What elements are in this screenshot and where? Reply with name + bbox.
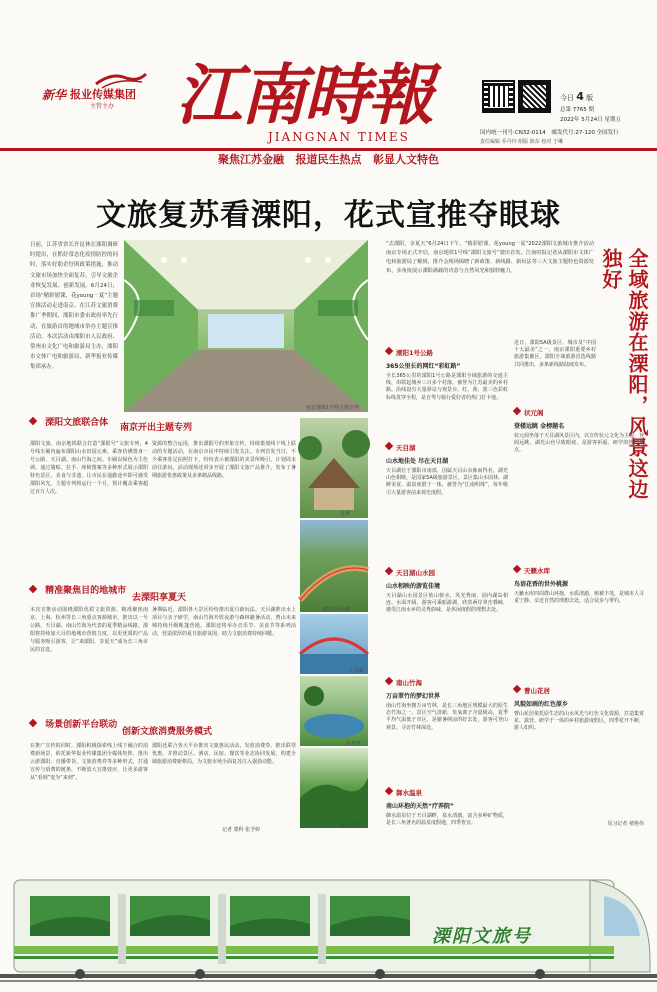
- far-intro: 近日，溧阳5A级景区、城市及“中国十大最美”之一，南京溧阳重要乡村旅游集聚区，溧阳全域旅游首选线路共同推出，多条新线路陆续发布。: [514, 340, 596, 368]
- item-1-body: 全长365公里的溧阳1号公路是溧阳全域旅游的交通主线，串联起城乡三百多个村落，被誉为江苏最美的乡村路。沿线设有大量驿站与观景台，红、黄、蓝三色彩虹标线贯穿全程，是自驾与骑行爱好者的热门打卡地。: [386, 373, 508, 401]
- right-intro: “去溧阳，享夏天”6月24日下午，“精彩慰课，花young一夏”2022溧阳文旅城市推介活动南京专场正式开启，南京地铁1号线“溧阳文旅号”驶出首发。江南时报记者从溧阳市文体广电和旅游局了解到，推介会现场揭晓了新政策、新线路、新玩法等三大文旅主题特色资源发布，多角度展示溧阳满载的诗意与自然风光和独特魅力。: [386, 241, 594, 274]
- item-3-body: 天目湖山水园景区依山傍水，风光秀丽，园内湖岛相连、水面开阔，游客可乘船游湖，欣赏两岸翠峦叠嶂，感受江南水乡的灵秀韵味，是休闲度假的理想去处。: [386, 593, 508, 614]
- sec1-body-b: 资源的整合运用，推出溧阳号的形象宣传，持续策划线下线上联动的专题活动，在南京市民中持续引发关注。专列首发当日，不少乘客驻足拍照打卡，纷纷表示被溧阳的美景所吸引，计划周末前往游玩。活动现场还同步开展了溧阳文旅产品推介，发布了暑期旅游优惠政策及多条精品线路。: [152, 441, 296, 479]
- far-item-1: [514, 400, 644, 558]
- diamond-icon: [385, 786, 393, 794]
- diamond-icon: [513, 406, 521, 414]
- publishing-line: [480, 128, 655, 145]
- slogan-bar: 聚焦江苏金融 报道民生热点 彰显人文特色: [218, 153, 439, 166]
- sec3-body-b: 溧阳还联合各大平台推出文旅惠民活动，发放消费券、推出联票优惠，并推动景区、酒店、民宿、餐饮等业态协同发展，构建全域旅游消费新格局，为文旅市场全面复苏注入强劲动能。: [152, 743, 296, 765]
- lead-box: [30, 240, 118, 371]
- far-item-2-title: 天籁水库: [524, 567, 550, 575]
- today-label: 今日: [560, 94, 574, 102]
- far-item-2-sub: 鸟语花香的世外桃源: [514, 581, 569, 588]
- headline: 文旅复苏看溧阳，花式宣推夺眼球: [96, 198, 561, 233]
- photo-road: [300, 520, 368, 612]
- sec2-title2: 去溧阳享夏天: [132, 593, 187, 603]
- sec2-body-b: 暑期临近，溧阳各大景区纷纷推出夏日新玩法。天目湖推出水上项目与亲子研学，南山竹海开放夜游与森林避暑活动，曹山未来城持续升级帐篷营地。溧阳还将举办音乐节、美食节等系列活动，营造浓厚的夏日旅游氛围，助力文旅消费持续回暖。: [152, 607, 296, 637]
- far-item-1-body: 状元阁坐落于天目湖风景区内，以宣传状元文化为主题，登阁远眺，湖光山色尽收眼底，是游客祈福、研学的热门景点。: [514, 433, 645, 454]
- photo-lake: [300, 676, 368, 746]
- sec2-body-a: 本次宣推活动围绕溧阳优质文旅资源，精准聚焦南京、上海、杭州等长三角重点客源城市，推出以一号公路、天目湖、南山竹海为代表的夏季精品线路。溧阳将持续加大目的地城市营销力度，以更优质的产品与服务吸引游客，让“来溧阳、享夏天”成为长三角市民的首选。: [30, 607, 148, 653]
- train-illustration: [0, 850, 657, 988]
- diamond-icon: [385, 676, 393, 684]
- group-sub: 主管主办: [90, 103, 115, 110]
- item-5-title: 御水温泉: [396, 789, 422, 797]
- item-2: [386, 435, 508, 560]
- item-2-title: 天目湖: [396, 444, 416, 452]
- page-unit: 版: [586, 94, 594, 102]
- item-3-title: 天目湖山水园: [396, 569, 435, 577]
- vertical-title: 全域旅游在溧阳，风景这边独好: [599, 248, 649, 500]
- photo-bridge: [300, 614, 368, 674]
- right-credit: 见习记者 褚艳伟: [607, 821, 644, 827]
- caption-lake: 水世界: [346, 741, 362, 747]
- item-1-sub: 365公里长的网红“彩虹路”: [386, 363, 461, 370]
- diamond-icon: [513, 564, 521, 572]
- right-items: [386, 340, 508, 840]
- diamond-icon: [29, 718, 37, 726]
- item-4-body: 南山竹海坐拥万亩竹林，是长三角地区规模最大的原生态竹海之一。景区空气清新，负氧离子含量极高，夏季平均气温低于市区，是避暑纳凉的好去处，游客可登山观景、寻访竹林深处。: [386, 703, 508, 731]
- qr-code-icon: [482, 80, 515, 113]
- far-items: [514, 400, 644, 840]
- group-logo: [42, 76, 152, 110]
- masthead-rule: [0, 148, 657, 151]
- sec1-title2: 南京开出主题专列: [120, 423, 193, 433]
- sec1-title-text: 溧阳文旅联合体: [45, 418, 109, 428]
- sec3-title2: 创新文旅消费服务模式: [122, 727, 213, 737]
- diamond-icon: [29, 584, 37, 592]
- far-item-3: [514, 678, 644, 828]
- postal-code: 邮发代号:27-120 全国发行: [551, 130, 619, 136]
- photo-forest-house: [300, 418, 368, 518]
- diamond-icon: [385, 566, 393, 574]
- sec3-title-text: 场景创新平台联动: [45, 720, 118, 730]
- item-4: [386, 670, 508, 780]
- far-item-1-sub: 登楼远眺 金榜题名: [514, 423, 565, 430]
- item-2-body: 天目湖位于溧阳市南部，因属天目山余脉而得名，湖光山色相映，是国家5A级旅游景区。景区集山水园林、湖鲜美食、温泉度假于一体，被誉为“江南明珠”，每年吸引大量游客前来观光度假。: [386, 468, 508, 496]
- far-item-2-body: 天籁水库四周群山环抱，水质清澈，植被丰茂，是城市人寻觅宁静、亲近自然的理想去处，适合徒步与垂钓。: [514, 591, 645, 605]
- caption-forest-house: 竹林: [340, 511, 351, 517]
- item-1-title: 溧阳1号公路: [396, 349, 434, 357]
- issue-date: 2022年 5月24日 星期五: [560, 117, 621, 123]
- editor-line: 责任编辑 乔丹玲 组版 陈东 校对 于琳: [480, 139, 563, 145]
- lead-text: 日前，江苏省省长许昆林在溧阳调研时提出，在抓好常态化疫情防控的同时，落实好助企纾困政策措施，推动文旅市场加快全面复苏，引导文旅企业恢复发展、创新发展。6月24日，首场“精彩慰课，花young一夏”主题宣推活动走进南京。在江苏文旅消费推广季期间，溧阳市委市政府率先行动，在旅游首的地域市举办主题宣推活动。本次活动由溧阳市人民政府、常州市文化广电和旅游局主办，溧阳市文体广电和旅游局、新华报业传媒集团承办。: [30, 242, 118, 371]
- newspaper-title-en: JIANGNAN TIMES: [268, 130, 410, 144]
- item-1: [386, 340, 508, 435]
- issue-info: [560, 90, 655, 123]
- photo-train-car: [124, 240, 368, 412]
- item-4-title: 南山竹海: [396, 679, 422, 687]
- sec2-title-text: 精准聚焦目的地城市: [45, 586, 127, 596]
- page-count: 4: [576, 90, 584, 103]
- qr-code-icon: [518, 80, 551, 113]
- item-5-sub: 南山环抱的天然“疗养院”: [386, 803, 454, 810]
- group-brand: 新华: [42, 88, 67, 102]
- newspaper-title: 江南時報: [176, 56, 432, 134]
- issue-number: 总第 7765 期: [560, 107, 594, 113]
- photo-bamboo: [300, 748, 368, 828]
- cn-number: 国内统一刊号:CN32-0114: [480, 130, 546, 136]
- far-item-3-body: 曹山花居依托原生态的山水风光与红色文化资源，打造集赏花、露营、研学于一体的乡村旅游度假区，四季花开不断，游人如织。: [514, 711, 645, 732]
- caption-train-car: 南京地铁1号线主题专列: [306, 405, 360, 411]
- diamond-icon: [29, 416, 37, 424]
- reporter-credit: 记者 蒙科 张予婷: [222, 827, 261, 833]
- caption-bridge: 天目湖: [348, 668, 364, 674]
- far-item-2: [514, 558, 644, 678]
- caption-bamboo: 南山竹海: [340, 823, 361, 829]
- item-5-body: 御水温泉位于天目湖畔，泉水清澈，富含多种矿物质，是长三角著名的温泉度假地，四季皆宜。: [386, 813, 508, 827]
- banner-text: 溧阳文旅号: [432, 926, 532, 947]
- sec1-body-a: 溧阳文旅、南京地铁联合打造“溧阳号”文旅专列，4号线车厢内遍布溧阳山水田园元素，乘客仿佛置身一号公路、天目湖、南山竹海之间。车厢以绿色为主色调，通过墙贴、拉手、座椅图案等多种形式展示溧阳特色景区、美食与非遗，让市民在通勤途中即可感受溧阳风光。主题专列将运行一个月，预计覆盖乘客超过百万人次。: [30, 441, 148, 495]
- item-4-sub: 万亩翠竹的梦幻世界: [386, 693, 441, 700]
- diamond-icon: [385, 346, 393, 354]
- caption-road: 溧阳1号公路: [322, 607, 351, 613]
- train-banner: [0, 850, 657, 988]
- item-5: [386, 780, 508, 840]
- diamond-icon: [385, 441, 393, 449]
- sec3-body-a: 在推广宣传的同时，溧阳积极探索线上线下融合的消费新场景，依托新华报业传媒集团全媒体矩阵，推出云游溧阳、直播带货、文旅消费券等多种形式，打通宣传与消费的链条，不断放大宣推效应，让更多游客从“看到”变为“来到”。: [30, 743, 148, 781]
- item-3-sub: 山水相映的游览佳境: [386, 583, 441, 590]
- far-item-1-title: 状元阁: [524, 409, 544, 417]
- item-3: [386, 560, 508, 670]
- masthead: [0, 0, 657, 150]
- diamond-icon: [513, 684, 521, 692]
- item-2-sub: 山水地佳处 尽在天目湖: [386, 458, 449, 465]
- far-item-3-sub: 风貌如画的红色原乡: [514, 701, 569, 708]
- far-item-3-title: 曹山花居: [524, 687, 550, 695]
- group-name: 报业传媒集团: [70, 88, 136, 101]
